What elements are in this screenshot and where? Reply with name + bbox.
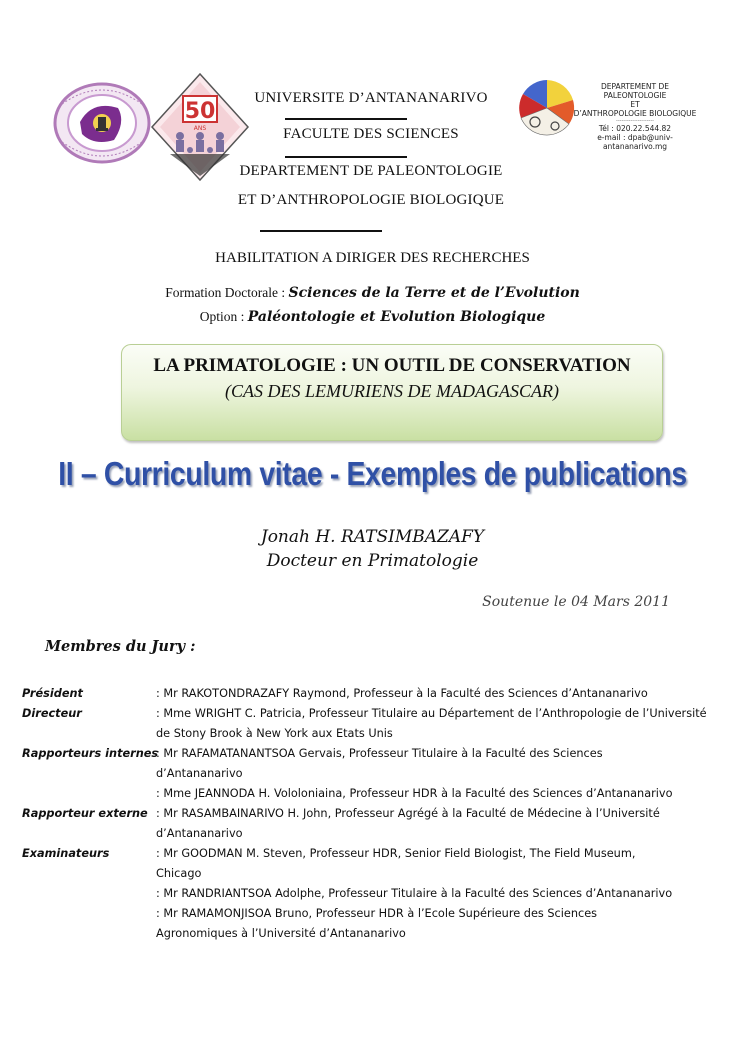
jury-member: : Mr RASAMBAINARIVO H. John, Professeur Agrégé à la Faculté de Médecine à l’Université d’Antananarivo bbox=[156, 807, 660, 840]
thesis-title-box bbox=[121, 344, 663, 441]
jury-role: Président bbox=[22, 687, 83, 700]
department-line-1: DEPARTEMENT DE PALEONTOLOGIE bbox=[239, 163, 503, 179]
section-title: II – Curriculum vitae - Exemples de publications bbox=[58, 455, 687, 492]
jury-list bbox=[22, 684, 734, 944]
department-contact-block bbox=[571, 82, 699, 151]
jury-row bbox=[22, 804, 734, 844]
dept-box-line-4: D’ANTHROPOLOGIE BIOLOGIQUE bbox=[573, 109, 697, 118]
department-line-2: ET D’ANTHROPOLOGIE BIOLOGIQUE bbox=[237, 192, 505, 208]
jury-member: : Mr RAMAMONJISOA Bruno, Professeur HDR à l’Ecole Supérieure des Sciences Agronomiques à l’Université d’Antananarivo bbox=[156, 907, 598, 940]
anniversary-label: ANS bbox=[193, 125, 207, 132]
dept-phone: Tél : 020.22.544.82 bbox=[598, 124, 672, 133]
dept-box-line-2: PALEONTOLOGIE bbox=[603, 91, 667, 100]
header-divider bbox=[285, 118, 407, 120]
jury-member: : Mme WRIGHT C. Patricia, Professeur Titulaire au Département de l’Anthropologie de l’Université de Stony Brook à New York aux Etats Unis bbox=[156, 707, 707, 740]
jury-heading: Membres du Jury : bbox=[45, 638, 196, 655]
option-label: Option : bbox=[199, 309, 248, 324]
formation-label: Formation Doctorale : bbox=[165, 285, 289, 300]
jury-member: : Mr RAKOTONDRAZAFY Raymond, Professeur à la Faculté des Sciences d’Antananarivo bbox=[156, 687, 648, 700]
faculty-seal-logo bbox=[52, 82, 152, 164]
dept-box-line-1: DEPARTEMENT DE bbox=[601, 82, 669, 91]
jury-role: Directeur bbox=[22, 707, 82, 720]
jury-role bbox=[22, 784, 156, 804]
university-name: UNIVERSITE D’ANTANANARIVO bbox=[254, 90, 488, 106]
habilitation-title: HABILITATION A DIRIGER DES RECHERCHES bbox=[215, 250, 530, 266]
dept-box-separator: --------------------- bbox=[616, 118, 654, 124]
jury-role: Rapporteurs internes bbox=[22, 747, 159, 760]
jury-row bbox=[22, 684, 734, 704]
defense-date: Soutenue le 04 Mars 2011 bbox=[482, 594, 670, 610]
department-logo bbox=[517, 78, 577, 140]
thesis-subtitle: (CAS DES LEMURIENS DE MADAGASCAR) bbox=[225, 381, 559, 401]
jury-row bbox=[22, 784, 734, 804]
header-divider bbox=[285, 156, 407, 158]
option-line bbox=[0, 309, 745, 325]
dept-box-line-3: ET bbox=[630, 100, 640, 109]
jury-member: : Mr RAFAMATANANTSOA Gervais, Professeur Titulaire à la Faculté des Sciences d’Antananarivo bbox=[156, 747, 603, 780]
jury-role bbox=[22, 884, 156, 904]
jury-row bbox=[22, 844, 734, 884]
anniversary-number: 50 bbox=[184, 99, 216, 124]
jury-member: : Mr RANDRIANTSOA Adolphe, Professeur Titulaire à la Faculté des Sciences d’Antananarivo bbox=[156, 887, 673, 900]
option-value: Paléontologie et Evolution Biologique bbox=[247, 309, 546, 325]
thesis-title: LA PRIMATOLOGIE : UN OUTIL DE CONSERVATION bbox=[153, 355, 631, 376]
faculty-name: FACULTE DES SCIENCES bbox=[283, 126, 459, 142]
jury-member: : Mr GOODMAN M. Steven, Professeur HDR, Senior Field Biologist, The Field Museum, Chicago bbox=[156, 847, 636, 880]
jury-member: : Mme JEANNODA H. Vololoniaina, Professeur HDR à la Faculté des Sciences d’Antananarivo bbox=[156, 787, 673, 800]
jury-role: Examinateurs bbox=[22, 847, 110, 860]
jury-row bbox=[22, 744, 734, 784]
jury-row bbox=[22, 884, 734, 904]
author-degree: Docteur en Primatologie bbox=[266, 551, 479, 571]
jury-role: Rapporteur externe bbox=[22, 807, 148, 820]
dept-email: e-mail : dpab@univ-antananarivo.mg bbox=[597, 133, 673, 151]
formation-line bbox=[0, 285, 745, 301]
jury-role bbox=[22, 904, 156, 944]
jury-row bbox=[22, 704, 734, 744]
author-name: Jonah H. RATSIMBAZAFY bbox=[260, 527, 485, 547]
jury-row bbox=[22, 904, 734, 944]
formation-value: Sciences de la Terre et de l’Evolution bbox=[288, 285, 580, 301]
header-divider bbox=[260, 230, 382, 232]
